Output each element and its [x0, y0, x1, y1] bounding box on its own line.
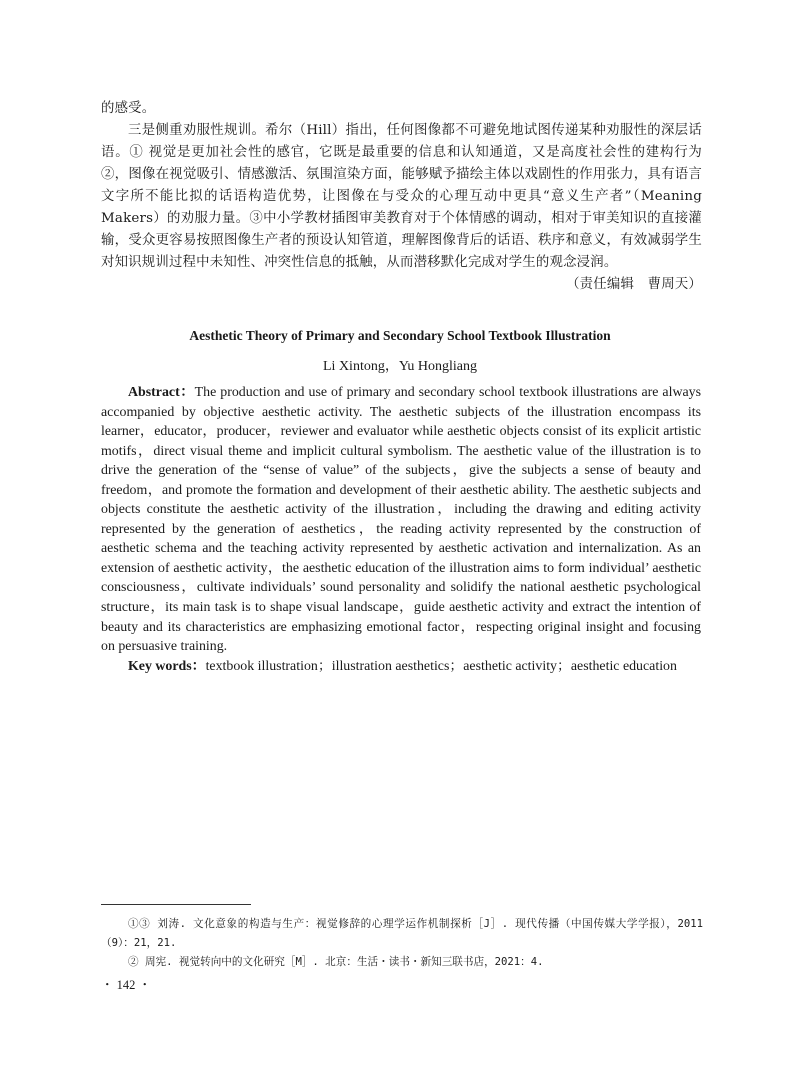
keywords-text: textbook illustration；illustration aesthetics；aesthetic activity；aesthetic education	[205, 658, 677, 674]
footnote-2: ② 周宪. 视觉转向中的文化研究［M］. 北京：生活・读书・新知三联书店，2021：4.	[128, 956, 544, 968]
english-authors: Li Xintong，Yu Hongliang	[323, 359, 477, 374]
footnotes	[101, 915, 703, 972]
chinese-body-text	[101, 98, 702, 296]
keywords-paragraph	[101, 657, 701, 677]
english-article-title: Aesthetic Theory of Primary and Secondary School Textbook Illustration	[189, 328, 611, 343]
body-paragraph-1: 的感受。	[101, 101, 156, 116]
body-paragraph-2: 三是侧重劝服性规训。希尔（Hill）指出，任何图像都不可避免地试图传递某种劝服性的深层话语。① 视觉是更加社会性的感官，它既是最重要的信息和认知通道，又是高度社会性的建构行为②，图像在视觉吸引、情感激活、氛围渲染方面，能够赋予描绘主体以戏剧性的作用张力，具有语言文字所不能比拟的话语构造优势，让图像在与受众的心理互动中更具“意义生产者”（Meaning Makers）的劝服力量。③中小学教材插图审美教育对于个体情感的调动，相对于审美知识的直接灌输，受众更容易按照图像生产者的预设认知管道，理解图像背后的话语、秩序和意义，有效减弱学生对知识规训过程中未知性、冲突性信息的抵触，从而潜移默化完成对学生的观念浸润。	[101, 123, 702, 270]
abstract-label: Abstract：	[128, 385, 195, 400]
responsible-editor: （责任编辑 曹周天）	[566, 277, 702, 292]
english-abstract	[101, 383, 701, 676]
footnote-divider	[101, 904, 251, 905]
footnote-1: ①③ 刘涛. 文化意象的构造与生产：视觉修辞的心理学运作机制探析［J］. 现代传播（中国传媒大学学报），2011（9）：21，21.	[101, 918, 703, 949]
page-number: ・ 142 ・	[101, 978, 152, 992]
keywords-label: Key words：	[128, 658, 206, 674]
abstract-text: The production and use of primary and secondary school textbook illustrations are always accompanied by objective aesthetic activity. The aesthetic subjects of the illustration encompass its learner，educator，producer，reviewer and evaluator while aesthetic objects consist of its explicit artistic motifs，direct visual theme and implicit cultural symbolism. The aesthetic value of the illustration is to drive the generation of the “sense of value” of the subjects，give the subjects a sense of beauty and freedom，and promote the formation and development of their aesthetic ability. The aesthetic subjects and objects constitute the aesthetic activity of the illustration，including the drawing and editing activity represented by the generation of aesthetics，the reading activity represented by the construction of aesthetic schema and the teaching activity represented by aesthetic activation and internalization. As an extension of aesthetic activity，the aesthetic education of the illustration aims to form individual’ aesthetic consciousness，cultivate individuals’ sound personality and solidify the national aesthetic psychological structure，its main task is to shape visual landscape，guide aesthetic activity and extract the intention of beauty and its characteristics are emphasizing emotional factor，respecting original insight and focusing on persuasive training.	[101, 385, 701, 655]
abstract-paragraph	[101, 383, 701, 657]
